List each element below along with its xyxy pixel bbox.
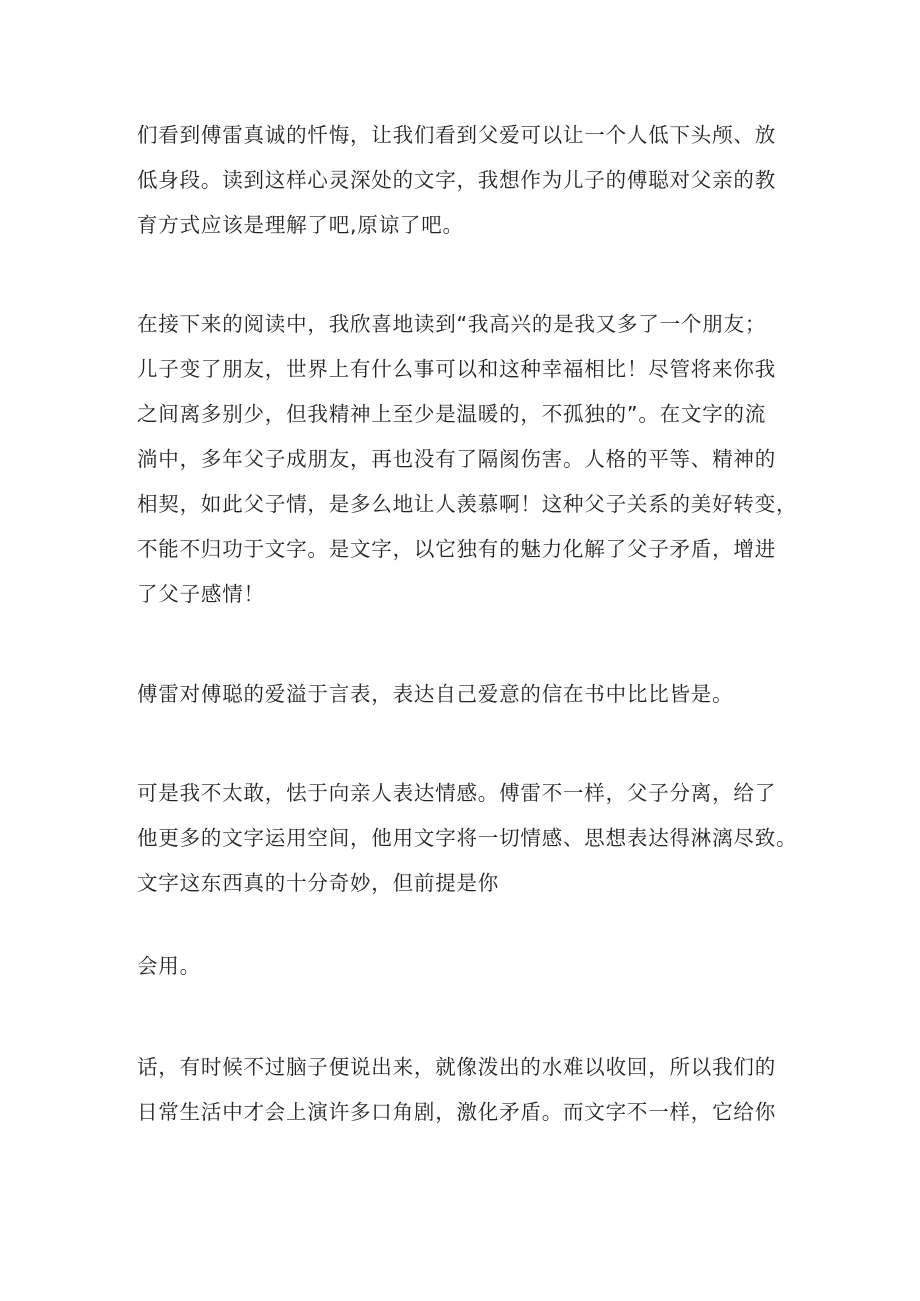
paragraph-2-line-6: 不能不归功于文字。是文字，以它独有的魅力化解了父子矛盾，增进 (137, 537, 776, 561)
paragraph-4-line-3: 文字这东西真的十分奇妙，但前提是你 (137, 871, 500, 895)
paragraph-4-line-1: 可是我不太敢，怯于向亲人表达情感。傅雷不一样，父子分离，给了 (137, 781, 776, 805)
paragraph-2-line-3: 之间离多别少，但我精神上至少是温暖的，不孤独的”。在文字的流 (137, 402, 767, 426)
paragraph-2-line-4: 淌中，多年父子成朋友，再也没有了隔阂伤害。人格的平等、精神的 (137, 447, 776, 471)
paragraph-6-line-2: 日常生活中才会上演许多口角剧，激化矛盾。而文字不一样，它给你 (137, 1100, 776, 1124)
paragraph-2-line-1: 在接下来的阅读中，我欣喜地读到“我高兴的是我又多了一个朋友； (137, 312, 767, 336)
paragraph-6-line-1: 话，有时候不过脑子便说出来，就像泼出的水难以收回，所以我们的 (137, 1055, 776, 1079)
paragraph-5-line-1: 会用。 (137, 954, 201, 978)
paragraph-3-line-1: 傅雷对傅聪的爱溢于言表，表达自己爱意的信在书中比比皆是。 (137, 682, 734, 706)
paragraph-2-line-2: 儿子变了朋友，世界上有什么事可以和这种幸福相比！尽管将来你我 (137, 357, 776, 381)
paragraph-2-line-7: 了父子感情！ (137, 582, 265, 606)
paragraph-4-line-2: 他更多的文字运用空间，他用文字将一切情感、思想表达得淋漓尽致。 (137, 826, 798, 850)
paragraph-1-line-3: 育方式应该是理解了吧,原谅了吧。 (137, 213, 464, 237)
paragraph-1-line-1: 们看到傅雷真诚的忏悔，让我们看到父爱可以让一个人低下头颅、放 (137, 123, 776, 147)
paragraph-2-line-5: 相契，如此父子情，是多么地让人羡慕啊！这种父子关系的美好转变， (137, 492, 798, 516)
paragraph-1-line-2: 低身段。读到这样心灵深处的文字，我想作为儿子的傅聪对父亲的教 (137, 168, 776, 192)
